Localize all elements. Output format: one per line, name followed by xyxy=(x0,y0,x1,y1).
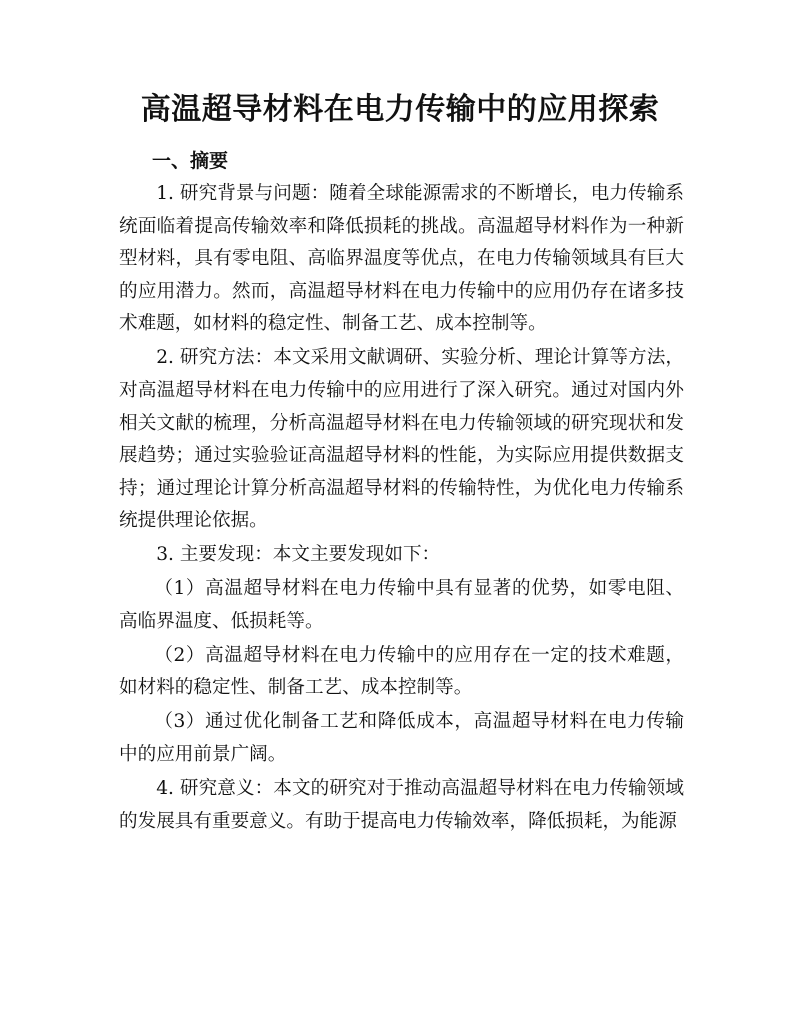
paragraph-research-significance: 4. 研究意义：本文的研究对于推动高温超导材料在电力传输领域的发展具有重要意义。有助于提高电力传输效率，降低损耗，为能源 xyxy=(119,778,684,832)
document-title: 高温超导材料在电力传输中的应用探索 xyxy=(140,92,660,127)
paragraph-finding-2: （2）高温超导材料在电力传输中的应用存在一定的技术难题，如材料的稳定性、制备工艺、成本控制等。 xyxy=(119,644,684,699)
paragraph-research-background: 1. 研究背景与问题：随着全球能源需求的不断增长，电力传输系统面临着提高传输效率和降低损耗的挑战。高温超导材料作为一种新型材料，具有零电阻、高临界温度等优点，在电力传输领域具有巨大的应用潜力。然而，高温超导材料在电力传输中的应用仍存在诸多技术难题，如材料的稳定性、制备工艺、成本控制等。 xyxy=(119,183,684,335)
section-heading-abstract: 一、摘要 xyxy=(152,150,229,172)
abstract-body xyxy=(119,178,684,838)
paragraph-finding-1: （1）高温超导材料在电力传输中具有显著的优势，如零电阻、高临界温度、低损耗等。 xyxy=(119,578,684,632)
paragraph-finding-3: （3）通过优化制备工艺和降低成本，高温超导材料在电力传输中的应用前景广阔。 xyxy=(119,711,684,766)
paragraph-research-methods: 2. 研究方法：本文采用文献调研、实验分析、理论计算等方法，对高温超导材料在电力传输中的应用进行了深入研究。通过对国内外相关文献的梳理，分析高温超导材料在电力传输领域的研究现状和发展趋势；通过实验验证高温超导材料的性能，为实际应用提供数据支持；通过理论计算分析高温超导材料的传输特性，为优化电力传输系统提供理论依据。 xyxy=(119,347,684,532)
paragraph-main-findings: 3. 主要发现：本文主要发现如下： xyxy=(156,544,441,566)
